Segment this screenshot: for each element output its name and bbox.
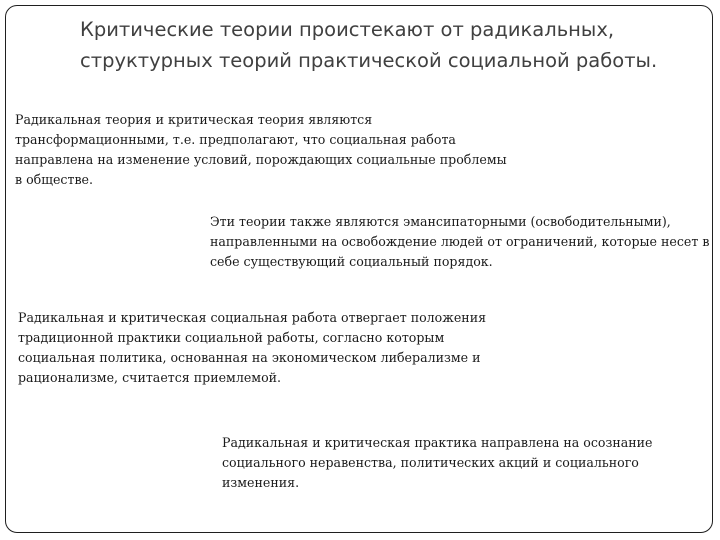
paragraph-emancipatory: Эти теории также являются эмансипаторными (освободительными), направленными на освобождение людей от ограничений, которые несет в себе существующий социальный порядок. <box>210 214 710 269</box>
slide-title: Критические теории проистекают от радикальных, структурных теорий практической социальной работы. <box>80 18 658 72</box>
paragraph-practice-aims: Радикальная и критическая практика направлена на осознание социального неравенства, политических акций и социального изменения. <box>222 435 653 490</box>
paragraph-rejects-tradition: Радикальная и критическая социальная работа отвергает положения традиционной практики социальной работы, согласно которым социальная политика, основанная на экономическом либерализме и рационализме, считается приемлемой. <box>18 310 487 385</box>
paragraph-radical-theory: Радикальная теория и критическая теория являются трансформационными, т.е. предполагают, что социальная работа направлена на изменение условий, порождающих социальные проблемы в обществе. <box>15 112 507 187</box>
